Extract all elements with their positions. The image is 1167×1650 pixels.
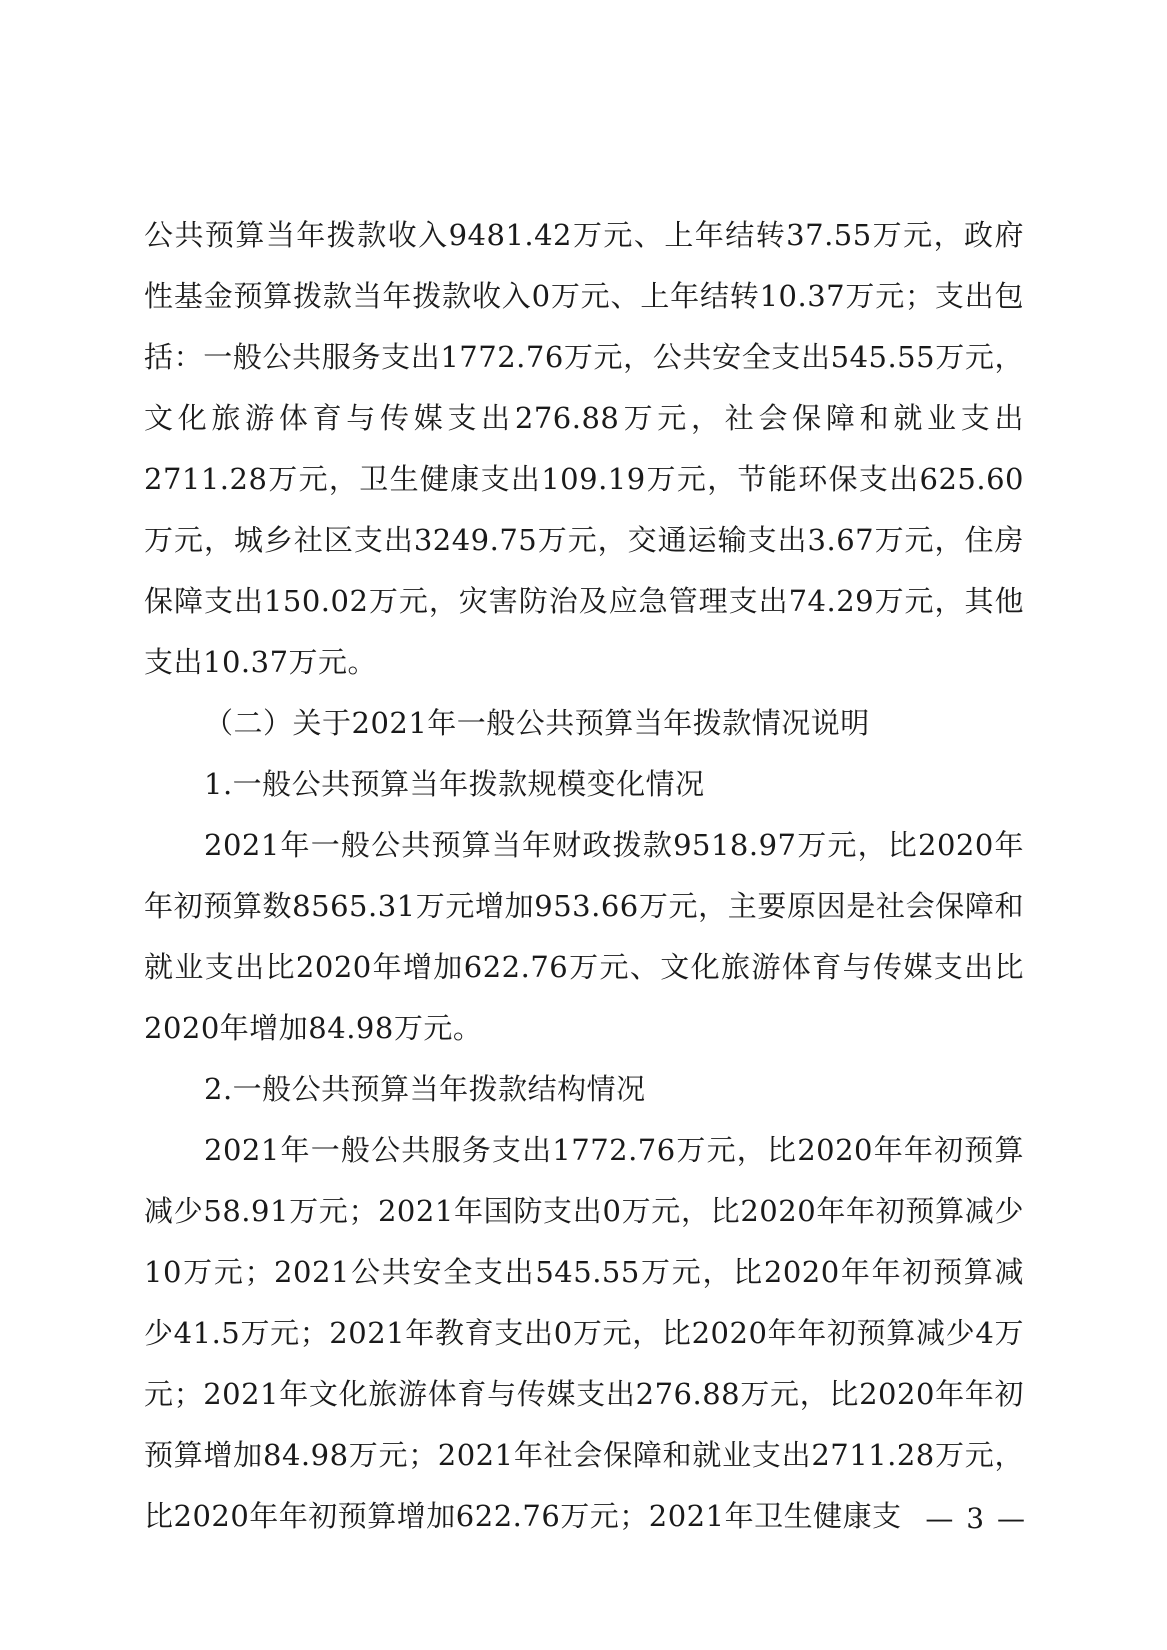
subheading-scale-change: 1.一般公共预算当年拨款规模变化情况: [204, 767, 705, 801]
paragraph-budget-summary: 公共预算当年拨款收入9481.42万元、上年结转37.55万元，政府性基金预算拨款当年拨款收入0万元、上年结转10.37万元；支出包括：一般公共服务支出1772.76万元，公共安全支出545.55万元，文化旅游体育与传媒支出276.88万元，社会保障和就业支出2711.28万元，卫生健康支出109.19万元，节能环保支出625.60万元，城乡社区支出3249.75万元，交通运输支出3.67万元，住房保障支出150.02万元，灾害防治及应急管理支出74.29万元，其他支出10.37万元。: [144, 218, 1024, 679]
paragraph-scale-change: 2021年一般公共预算当年财政拨款9518.97万元，比2020年年初预算数8565.31万元增加953.66万元，主要原因是社会保障和就业支出比2020年增加622.76万元、文化旅游体育与传媒支出比2020年增加84.98万元。: [144, 828, 1024, 1045]
subheading-structure: 2.一般公共预算当年拨款结构情况: [204, 1072, 646, 1106]
paragraph-structure: 2021年一般公共服务支出1772.76万元，比2020年年初预算减少58.91万元；2021年国防支出0万元，比2020年年初预算减少10万元；2021公共安全支出545.55万元，比2020年年初预算减少41.5万元；2021年教育支出0万元，比2020年年初预算减少4万元；2021年文化旅游体育与传媒支出276.88万元，比2020年年初预算增加84.98万元；2021年社会保障和就业支出2711.28万元，比2020年年初预算增加622.76万元；2021年卫生健康支: [144, 1133, 1024, 1533]
document-body: [144, 205, 1024, 1547]
page-number: — 3 —: [925, 1502, 1027, 1535]
section-heading: （二）关于2021年一般公共预算当年拨款情况说明: [204, 706, 870, 740]
